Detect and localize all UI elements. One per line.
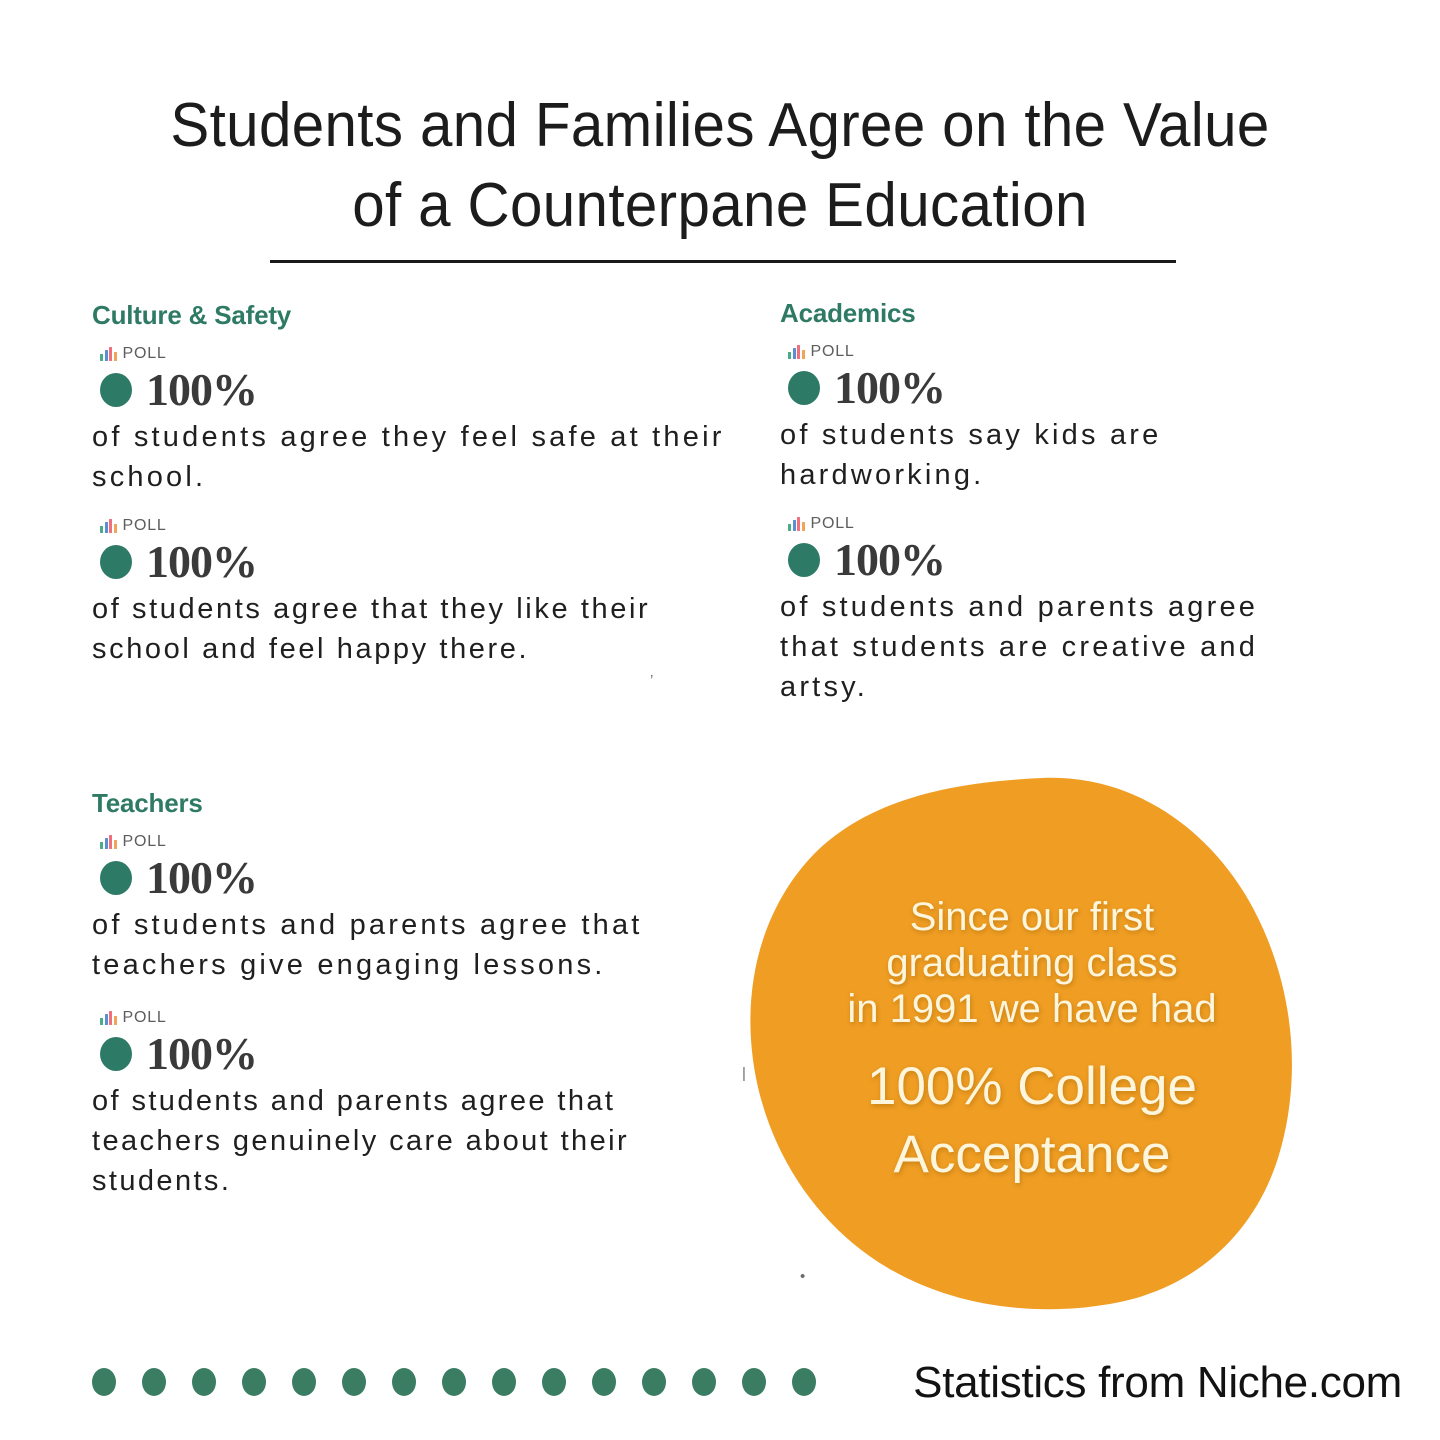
poll-tag (788, 345, 1325, 359)
section-heading-teachers: Teachers (92, 788, 203, 818)
poll-stat (100, 1028, 742, 1079)
section-academics (780, 298, 1325, 729)
footer-dot (92, 1368, 116, 1396)
section-culture-and-safety (92, 300, 742, 691)
poll-bar-chart-icon (100, 835, 117, 849)
poll-bar-chart-icon (788, 517, 805, 531)
poll-description: of students and parents agree that students are creative and artsy. (780, 591, 1259, 703)
poll-bar-chart-icon (788, 345, 805, 359)
poll-tag (100, 519, 742, 533)
footer-dot (642, 1368, 666, 1396)
poll-stat (100, 536, 742, 587)
poll-bar-chart-icon (100, 1011, 117, 1025)
poll-bar-chart-icon (100, 519, 117, 533)
stat-value: 100% (834, 362, 945, 413)
footer-dot (492, 1368, 516, 1396)
poll-tag-label: POLL (122, 345, 167, 362)
poll-tag-label: POLL (122, 833, 167, 850)
scan-artifact: | (742, 1065, 746, 1082)
college-acceptance-highlight (742, 772, 1322, 1312)
highlight-line-1: Since our first (909, 895, 1155, 939)
poll-tag-label: POLL (810, 515, 855, 532)
page-title-line-2: of a Counterpane Education (352, 171, 1088, 240)
poll-stat (100, 364, 742, 415)
poll-tag (100, 835, 742, 849)
footer-dot-decoration (92, 1368, 816, 1396)
poll-description: of students agree they feel safe at their school. (92, 421, 725, 493)
stat-bullet-icon (100, 545, 132, 579)
source-credit: Statistics from Niche.com (913, 1358, 1402, 1407)
poll-tag (788, 517, 1325, 531)
stat-bullet-icon (100, 1037, 132, 1071)
stat-value: 100% (146, 1028, 257, 1079)
poll-tag (100, 1011, 742, 1025)
poll-card (92, 835, 742, 985)
stat-value: 100% (146, 852, 257, 903)
poll-stat (100, 852, 742, 903)
footer-dot (542, 1368, 566, 1396)
poll-card (92, 1011, 742, 1201)
poll-tag (100, 347, 742, 361)
highlight-line-2: graduating class (886, 941, 1178, 985)
title-divider (270, 260, 1176, 263)
poll-card (780, 345, 1325, 495)
highlight-line-3: in 1991 we have had (847, 987, 1217, 1031)
section-heading-culture-and-safety: Culture & Safety (92, 300, 292, 330)
stat-bullet-icon (100, 861, 132, 895)
page-title (0, 86, 1440, 246)
poll-stat (788, 534, 1325, 585)
footer-dot (392, 1368, 416, 1396)
footer-dot (592, 1368, 616, 1396)
scan-artifact: • (800, 1268, 806, 1285)
footer-dot (292, 1368, 316, 1396)
poll-description: of students say kids are hardworking. (780, 419, 1162, 491)
poll-description: of students and parents agree that teachers give engaging lessons. (92, 909, 643, 981)
scan-artifact: ’ (650, 672, 654, 689)
poll-description: of students and parents agree that teachers genuinely care about their students. (92, 1085, 630, 1197)
poll-description: of students agree that they like their school and feel happy there. (92, 593, 651, 665)
poll-card (780, 517, 1325, 707)
stat-bullet-icon (100, 373, 132, 407)
poll-card (92, 347, 742, 497)
footer-dot (442, 1368, 466, 1396)
highlight-headline-1: 100% College (866, 1057, 1197, 1116)
footer-dot (192, 1368, 216, 1396)
poll-card (92, 519, 742, 669)
footer-dot (342, 1368, 366, 1396)
poll-tag-label: POLL (122, 1009, 167, 1026)
poll-tag-label: POLL (122, 517, 167, 534)
footer-dot (692, 1368, 716, 1396)
stat-value: 100% (146, 364, 257, 415)
stat-bullet-icon (788, 371, 820, 405)
footer-dot (792, 1368, 816, 1396)
highlight-headline-2: Acceptance (893, 1125, 1171, 1184)
footer-dot (142, 1368, 166, 1396)
footer-dot (242, 1368, 266, 1396)
poll-bar-chart-icon (100, 347, 117, 361)
poll-stat (788, 362, 1325, 413)
section-heading-academics: Academics (780, 298, 916, 328)
poll-tag-label: POLL (810, 343, 855, 360)
stat-value: 100% (834, 534, 945, 585)
page-title-line-1: Students and Families Agree on the Value (170, 91, 1270, 160)
footer-dot (742, 1368, 766, 1396)
section-teachers (92, 788, 742, 1223)
stat-bullet-icon (788, 543, 820, 577)
highlight-text-block (742, 772, 1322, 1312)
stat-value: 100% (146, 536, 257, 587)
